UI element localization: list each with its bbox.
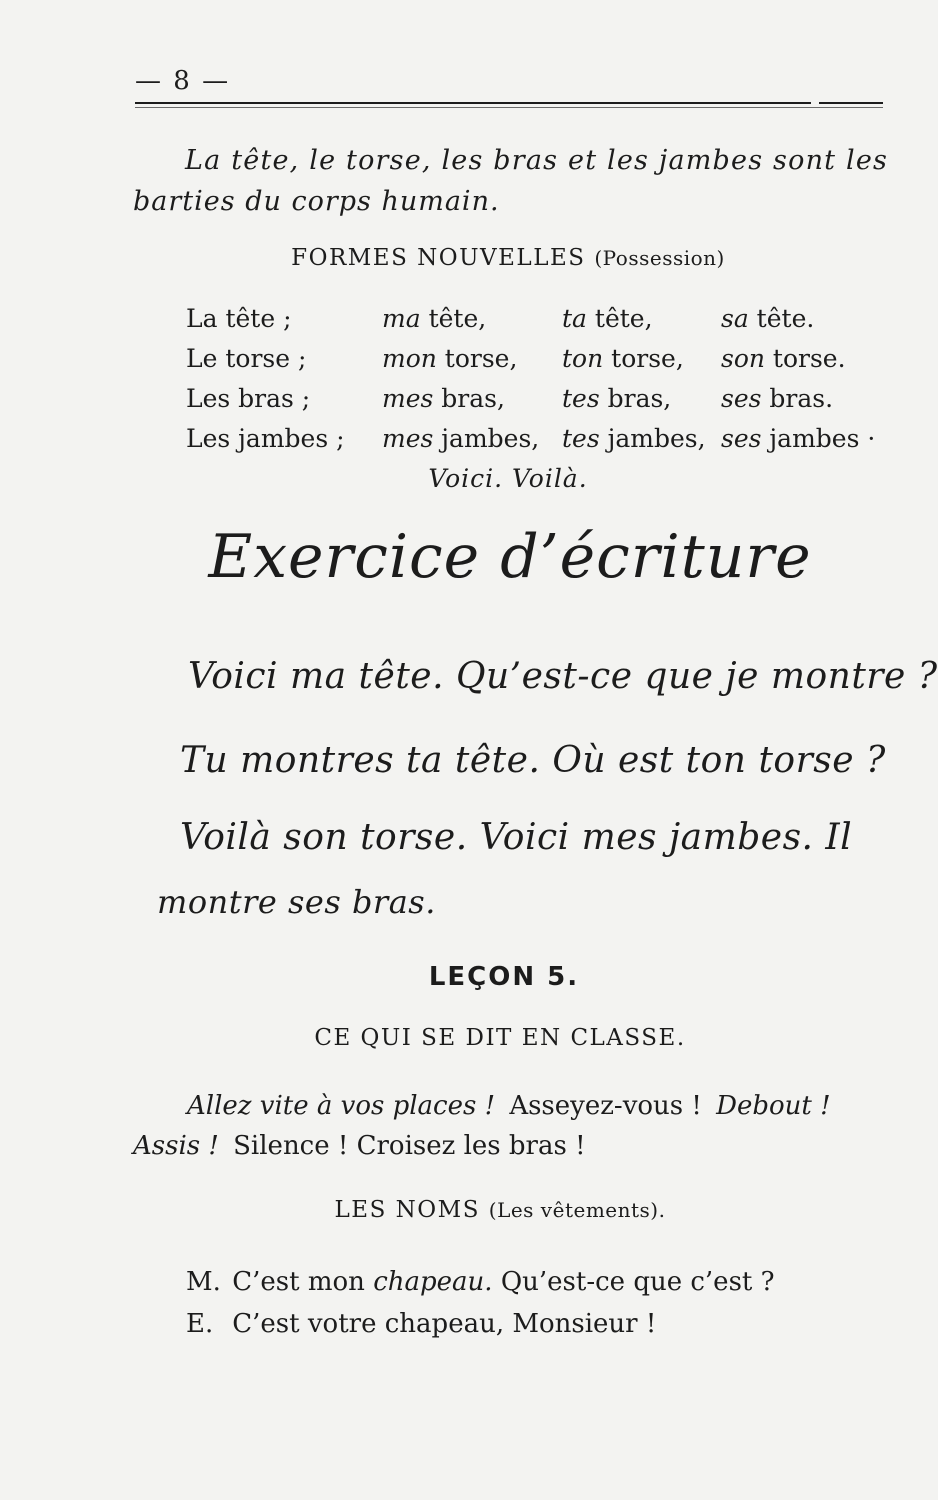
forms-heading-text: FORMES NOUVELLES [291, 245, 586, 271]
possessive-adjective: ton [562, 344, 604, 373]
forms-heading [0, 245, 938, 271]
possessed-noun: torse, [436, 344, 518, 373]
noun-cell: La tête ; [186, 304, 292, 333]
phrase: Asseyez-vous ! [509, 1091, 702, 1121]
nouns-heading-text: LES NOMS [334, 1197, 480, 1223]
possessive-adjective: sa [721, 304, 749, 333]
possessive-adjective: son [721, 344, 765, 373]
phrase: Silence ! Croisez les bras ! [233, 1131, 586, 1161]
script-line-4: montre ses bras. [157, 883, 436, 921]
possessive-adjective: tes [562, 424, 600, 453]
possessed-noun: tête. [748, 304, 815, 333]
dialogue-text: Qu’est-ce que c’est ? [500, 1267, 775, 1297]
classroom-line-1 [133, 1086, 887, 1126]
possessive-adjective: ma [382, 304, 421, 333]
possessive-adjective: tes [562, 384, 600, 413]
noun-cell: Les bras ; [186, 384, 311, 413]
intro-line-2: barties du corps humain. [133, 186, 500, 217]
second-person-cell [562, 384, 671, 413]
first-person-cell [382, 344, 517, 373]
header-rule [135, 102, 811, 104]
nouns-heading [0, 1197, 938, 1223]
page-number: — 8 — [135, 66, 231, 96]
third-person-cell [721, 384, 833, 413]
possessed-noun: bras, [433, 384, 505, 413]
possessed-noun: torse. [764, 344, 846, 373]
classroom-line-2 [133, 1126, 887, 1166]
voici-voila-line: Voici. Voilà. [428, 464, 588, 493]
third-person-cell [721, 424, 875, 453]
possessed-noun: jambes · [761, 424, 876, 453]
possessed-noun: torse, [603, 344, 684, 373]
forms-heading-note: (Possession) [594, 246, 725, 270]
writing-exercise-title: Exercice d’écriture [208, 522, 812, 592]
noun-cell: Le torse ; [186, 344, 307, 373]
nouns-heading-note: (Les vêtements). [488, 1198, 666, 1222]
possessive-adjective: mes [382, 424, 434, 453]
possessive-adjective: mes [382, 384, 434, 413]
possessive-adjective: mon [382, 344, 437, 373]
script-line-1: Voici ma tête. Qu’est-ce que je montre ? [188, 656, 938, 697]
lesson-title: LEÇON 5. [428, 962, 580, 992]
second-person-cell [562, 304, 653, 333]
possessed-noun: bras, [599, 384, 672, 413]
possessed-noun: tête, [420, 304, 487, 333]
third-person-cell [721, 344, 846, 373]
phrase: Allez vite à vos places ! [187, 1091, 496, 1121]
script-line-2: Tu montres ta tête. Où est ton torse ? [180, 740, 886, 781]
first-person-cell [382, 384, 505, 413]
third-person-cell [721, 304, 814, 333]
header-rule-end [819, 102, 883, 104]
possessive-adjective: ta [562, 304, 587, 333]
second-person-cell [562, 424, 706, 453]
dialogue-text: chapeau. [373, 1267, 493, 1297]
intro-paragraph [133, 140, 893, 222]
first-person-cell [382, 424, 539, 453]
classroom-phrases [133, 1086, 893, 1166]
possessed-noun: jambes, [599, 424, 706, 453]
possessed-noun: jambes, [433, 424, 540, 453]
dialogue-text: C’est votre chapeau, Monsieur ! [232, 1309, 657, 1339]
classroom-heading: CE QUI SE DIT EN CLASSE. [314, 1025, 686, 1051]
possessive-adjective: ses [721, 384, 762, 413]
dialogue [186, 1261, 775, 1345]
script-line-3: Voilà son torse. Voici mes jambes. Il [180, 817, 853, 858]
dialogue-text: C’est mon [232, 1267, 365, 1297]
first-person-cell [382, 304, 486, 333]
header-rule-thin [135, 107, 883, 108]
possessed-noun: bras. [761, 384, 834, 413]
phrase: Assis ! [133, 1131, 219, 1161]
dialogue-line [186, 1303, 775, 1345]
phrase: Debout ! [716, 1091, 831, 1121]
speaker-label: E. [186, 1309, 214, 1339]
intro-line-1: La tête, le torse, les bras et les jambes sont les [185, 145, 889, 176]
page-header [135, 66, 883, 116]
dialogue-line [186, 1261, 775, 1303]
noun-cell: Les jambes ; [186, 424, 345, 453]
possessive-adjective: ses [721, 424, 762, 453]
second-person-cell [562, 344, 684, 373]
possessed-noun: tête, [586, 304, 653, 333]
speaker-label: M. [186, 1267, 221, 1297]
